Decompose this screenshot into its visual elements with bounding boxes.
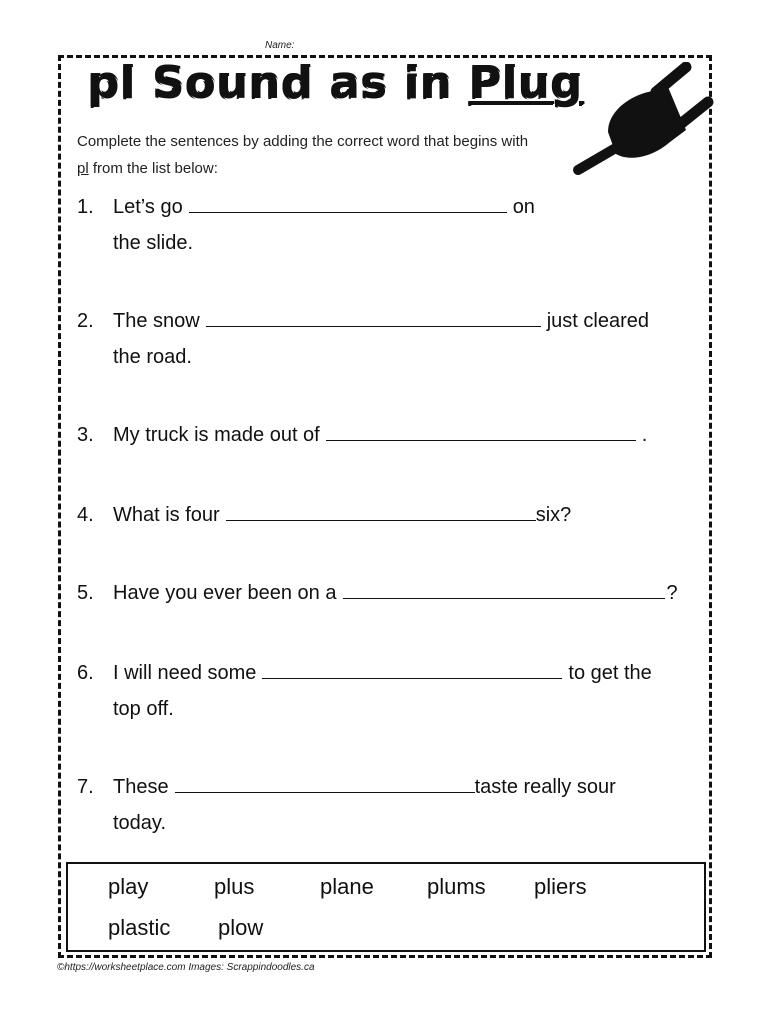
question-continuation: today. [113, 812, 166, 834]
question-6 [77, 655, 702, 727]
question-text-before: The snow [113, 310, 200, 332]
question-1 [77, 189, 702, 261]
word-bank-item: pliers [534, 874, 587, 899]
name-label: Name: [265, 40, 295, 51]
answer-blank[interactable] [226, 502, 536, 521]
question-5 [77, 575, 702, 611]
question-number: 7. [77, 776, 94, 798]
question-number: 3. [77, 424, 94, 446]
answer-blank[interactable] [206, 308, 541, 327]
answer-blank[interactable] [326, 422, 636, 441]
word-bank-item: play [108, 874, 149, 899]
question-text-before: I will need some [113, 662, 257, 684]
instructions-pl: pl [77, 160, 89, 177]
question-text-after: ? [666, 582, 678, 604]
question-text-after: just cleared [546, 310, 649, 332]
question-3 [77, 417, 702, 453]
instructions [77, 128, 572, 182]
answer-blank[interactable] [262, 660, 562, 679]
question-text-before: What is four [113, 504, 220, 526]
question-text-before: Have you ever been on a [113, 582, 337, 604]
answer-blank[interactable] [343, 580, 665, 599]
question-continuation: the slide. [113, 232, 194, 254]
question-number: 5. [77, 582, 94, 604]
instructions-line2: from the list below: [88, 160, 218, 177]
word-bank-item: plastic [108, 915, 171, 940]
plug-icon [568, 62, 714, 180]
word-bank-item: plow [218, 915, 264, 940]
question-2 [77, 303, 702, 375]
question-text-after: taste really sour [474, 776, 616, 798]
question-number: 6. [77, 662, 94, 684]
question-number: 1. [77, 196, 94, 218]
word-bank-item: plus [214, 874, 255, 899]
answer-blank[interactable] [189, 194, 507, 213]
question-continuation: the road. [113, 346, 192, 368]
title-word: Plug [469, 58, 584, 109]
question-text-after: to get the [568, 662, 652, 684]
worksheet-title [88, 58, 583, 109]
word-bank-item: plums [427, 874, 486, 899]
question-continuation: top off. [113, 698, 174, 720]
question-text-after: . [641, 424, 648, 446]
word-bank-item: plane [320, 874, 374, 899]
question-text-after: six? [535, 504, 572, 526]
question-text-after: on [512, 196, 535, 218]
title-prefix: pl Sound as in [88, 58, 470, 109]
question-text-before: My truck is made out of [113, 424, 320, 446]
answer-blank[interactable] [175, 774, 475, 793]
question-7 [77, 769, 702, 841]
footer-credit: ©https://worksheetplace.com Images: Scrappindoodles.ca [57, 962, 315, 973]
question-number: 4. [77, 504, 94, 526]
question-text-before: Let’s go [113, 196, 183, 218]
instructions-line1: Complete the sentences by adding the correct word that begins with [77, 133, 529, 150]
question-number: 2. [77, 310, 94, 332]
question-4 [77, 497, 702, 533]
word-bank [66, 862, 706, 952]
question-text-before: These [113, 776, 169, 798]
